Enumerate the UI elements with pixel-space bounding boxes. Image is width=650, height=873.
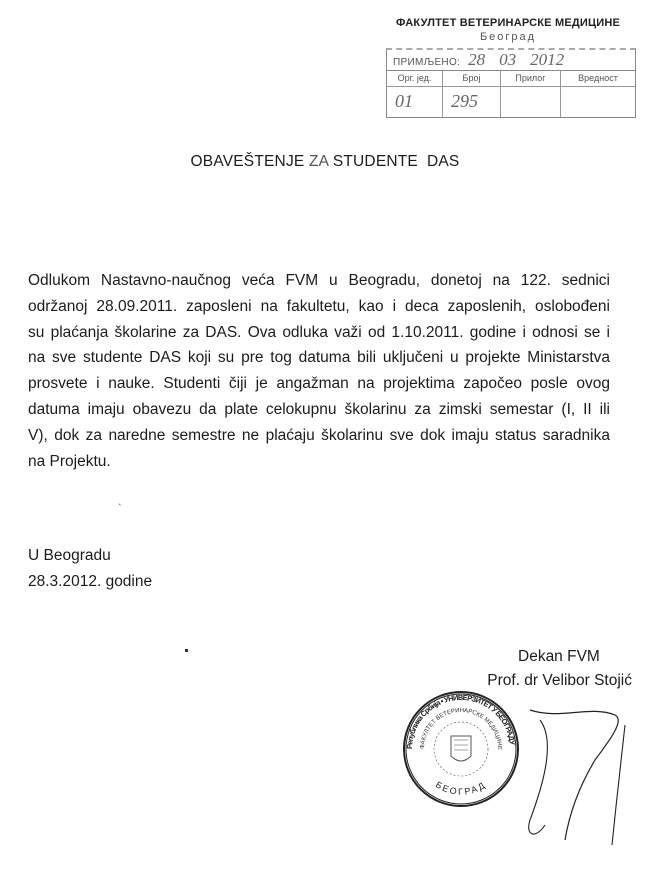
stamp-box — [386, 48, 636, 118]
place-date-block — [28, 543, 152, 595]
document-title — [0, 153, 650, 171]
stamp-col-header: Орг. јед. — [387, 71, 442, 87]
stamp-city: Београд — [479, 31, 537, 43]
notice-paragraph — [28, 268, 610, 474]
date: 28.3.2012. godine — [28, 573, 153, 590]
stamp-cell-value — [561, 71, 635, 117]
paragraph-line: V), dok za naredne semestre ne plaćaju školarinu sve dok imaju status saradnika — [28, 426, 610, 444]
paragraph-line: datuma imaju obavezu da plate celokupnu školarinu za zimski semestar (I, II ili — [28, 400, 610, 418]
stamp-col-header: Вредност — [561, 71, 635, 87]
stamp-received-label: ПРИМЉЕНО: — [393, 57, 461, 68]
stamp-date-month: 03 — [499, 50, 517, 69]
stamp-cell-org-unit — [387, 71, 443, 117]
stamp-cell-number — [443, 71, 501, 117]
stamp-table — [387, 70, 635, 117]
seal-outer-text: Република Србија • УНИВЕРЗИТЕТ У БЕОГРАДУ — [404, 692, 517, 750]
paragraph-line: prosvete i nauke. Studenti čiji je angažman na projektima započeo posle ovog — [28, 375, 610, 393]
seal-inner-text: ФАКУЛТЕТ ВЕТЕРИНАРСКЕ МЕДИЦИНЕ — [419, 707, 503, 751]
place: U Beogradu — [28, 547, 111, 564]
paragraph-line: na Projektu. — [28, 452, 111, 470]
scan-dot — [185, 649, 188, 652]
svg-text:ФАКУЛТЕТ ВЕТЕРИНАРСКЕ МЕДИЦИНЕ — [420, 708, 502, 750]
title-part: OBAVEŠTENJE — [190, 153, 305, 170]
signatory-role: Dekan FVM — [518, 648, 600, 665]
seal-bottom-text: БЕОГРАД — [433, 779, 489, 797]
stamp-received-row — [387, 50, 635, 70]
scan-mark: ` — [118, 503, 122, 515]
paragraph-line: Odlukom Nastavno-naučnog veća FVM u Beogradu, donetoj na 122. sednici — [28, 272, 610, 289]
stamp-date-day: 28 — [468, 50, 486, 69]
stamp-date-year: 2012 — [530, 50, 565, 69]
paragraph-line: su plaćanja školarine za DAS. Ova odluka važi od 1.10.2011. godine i odnosi se i — [28, 323, 610, 341]
title-part: ZA — [308, 153, 329, 170]
svg-text:БЕОГРАД — [434, 779, 488, 796]
stamp-col-header: Број — [443, 71, 500, 87]
official-seal-icon — [402, 690, 520, 808]
stamp-col-value: 295 — [451, 91, 478, 111]
stamp-col-header: Прилог — [501, 71, 560, 87]
registry-stamp — [372, 16, 644, 118]
paragraph-line: na sve studente DAS koji su pre tog datuma bili uključeni u projekte Ministarstva — [28, 349, 610, 367]
stamp-received-date — [468, 50, 578, 70]
paragraph-line: održanoj 28.09.2011. zaposleni na fakultetu, kao i deca zaposlenih, oslobođeni — [28, 297, 610, 315]
stamp-institution: ФАКУЛТЕТ ВЕТЕРИНАРСКЕ МЕДИЦИНЕ — [395, 17, 621, 29]
stamp-cell-attachment — [501, 71, 561, 117]
signatory-name: Prof. dr Velibor Stojić — [487, 672, 632, 689]
title-part: STUDENTE DAS — [332, 153, 460, 170]
stamp-col-value: 01 — [395, 91, 413, 111]
